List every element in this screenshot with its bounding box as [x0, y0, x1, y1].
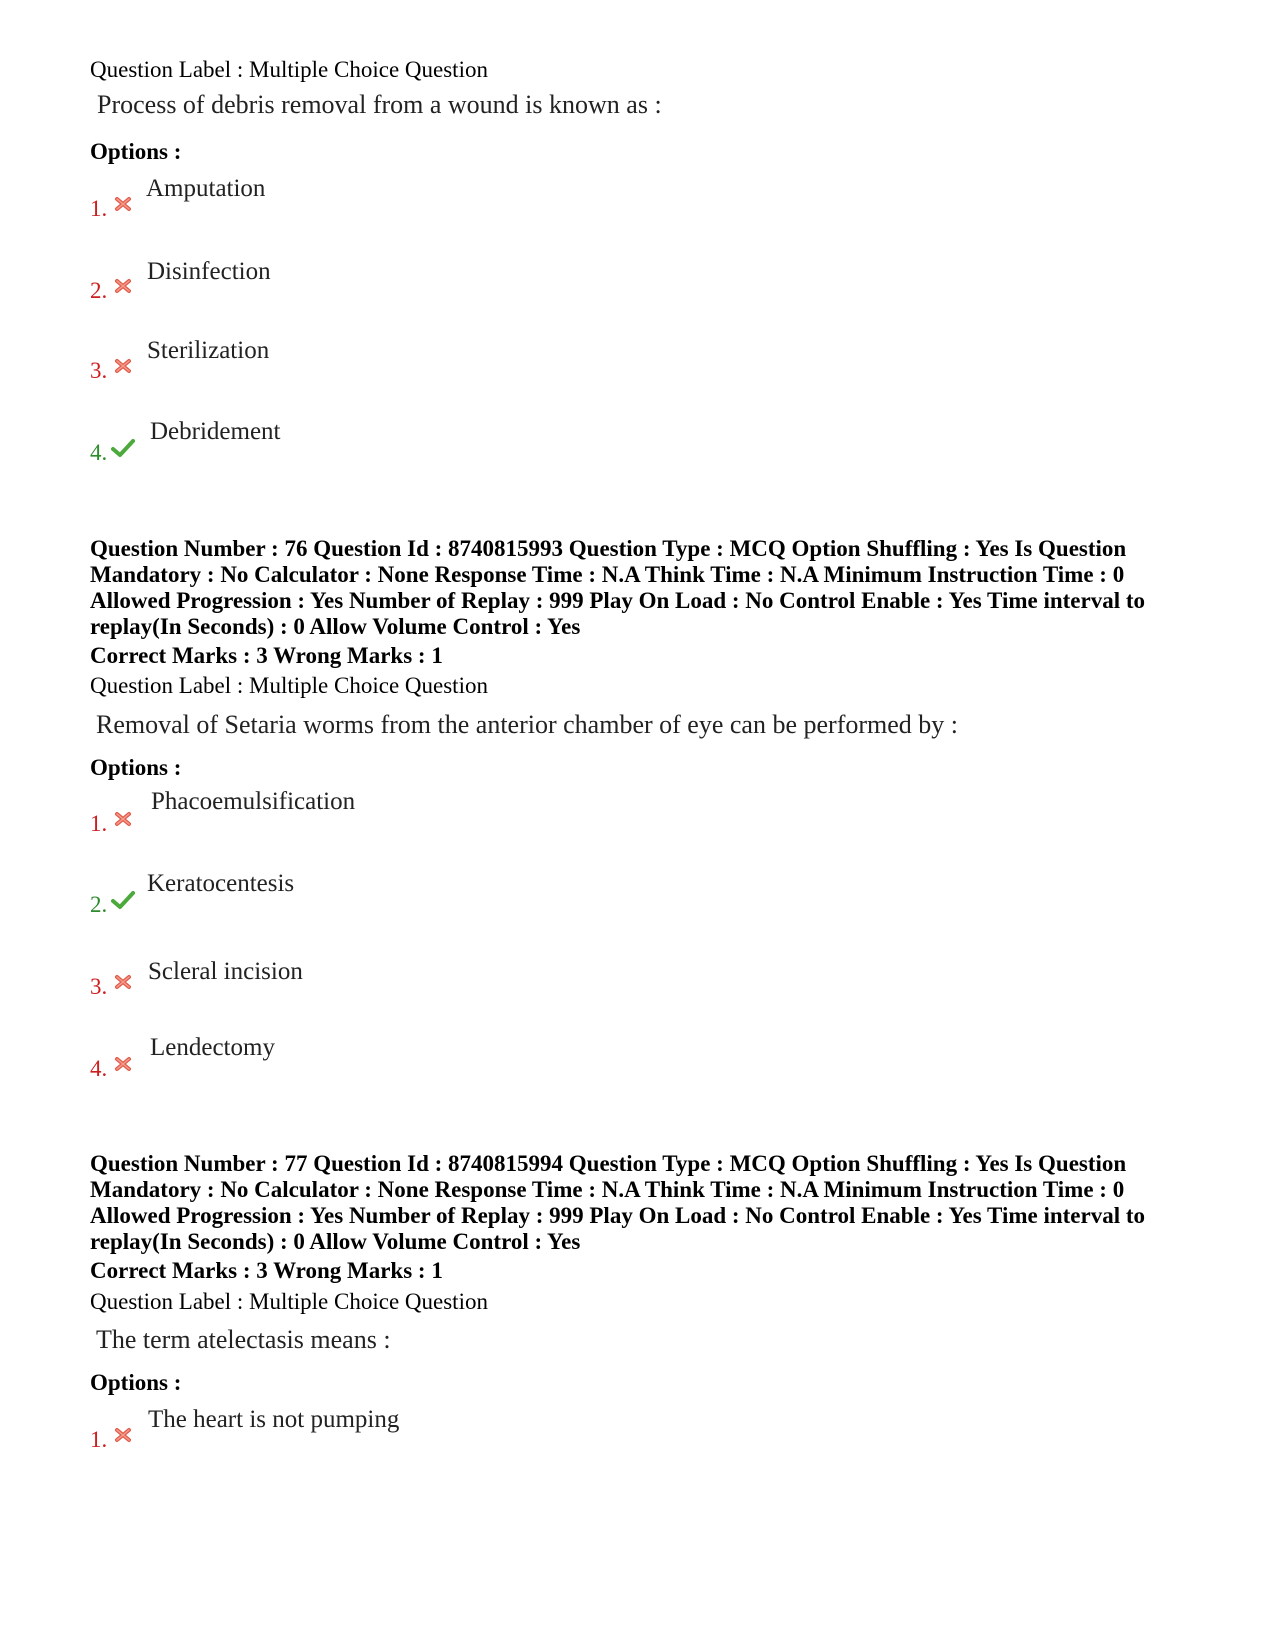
- option-text: Debridement: [150, 418, 281, 445]
- option-number: 1.: [90, 1427, 108, 1452]
- marks-info: Correct Marks : 3 Wrong Marks : 1: [90, 1258, 443, 1283]
- check-icon: [111, 890, 135, 910]
- option-number: 4.: [90, 1056, 108, 1081]
- option-text: Phacoemulsification: [151, 788, 356, 815]
- option-number: 3.: [90, 974, 108, 999]
- option-text: The heart is not pumping: [148, 1406, 400, 1433]
- cross-icon: [113, 1054, 133, 1074]
- cross-icon: [113, 194, 133, 214]
- option-number: 2.: [90, 892, 108, 917]
- question-metadata: Question Number : 76 Question Id : 8740815993 Question Type : MCQ Option Shuffling : Yes Is Question Mandatory : No Calculator : None Response Time : N.A Think Time : N.A Minimum Instruction Time : 0 Allowed Progression : Yes Number of Replay : 999 Play On Load : No Control Enable : Yes Time interval to replay(In Seconds) : 0 Allow Volume Control : Yes: [90, 536, 1146, 639]
- question-text: The term atelectasis means :: [96, 1325, 391, 1354]
- options-heading: Options :: [90, 139, 182, 164]
- options-heading: Options :: [90, 1370, 182, 1395]
- cross-icon: [113, 356, 133, 376]
- option-number: 1.: [90, 196, 108, 221]
- question-label: Question Label : Multiple Choice Question: [90, 57, 488, 82]
- option-text: Sterilization: [147, 337, 270, 364]
- marks-info: Correct Marks : 3 Wrong Marks : 1: [90, 643, 443, 668]
- option-text: Disinfection: [147, 258, 271, 285]
- option-number: 4.: [90, 440, 108, 465]
- question-text: Process of debris removal from a wound is known as :: [97, 90, 662, 119]
- options-heading: Options :: [90, 755, 182, 780]
- option-text: Amputation: [146, 175, 266, 202]
- check-icon: [111, 438, 135, 458]
- cross-icon: [113, 276, 133, 296]
- question-metadata: Question Number : 77 Question Id : 8740815994 Question Type : MCQ Option Shuffling : Yes Is Question Mandatory : No Calculator : None Response Time : N.A Think Time : N.A Minimum Instruction Time : 0 Allowed Progression : Yes Number of Replay : 999 Play On Load : No Control Enable : Yes Time interval to replay(In Seconds) : 0 Allow Volume Control : Yes: [90, 1151, 1146, 1254]
- option-text: Scleral incision: [148, 958, 303, 985]
- question-text: Removal of Setaria worms from the anterior chamber of eye can be performed by :: [96, 710, 958, 739]
- option-number: 1.: [90, 811, 108, 836]
- option-text: Lendectomy: [150, 1034, 275, 1061]
- cross-icon: [113, 972, 133, 992]
- cross-icon: [113, 809, 133, 829]
- option-number: 3.: [90, 358, 108, 383]
- option-text: Keratocentesis: [147, 870, 295, 897]
- cross-icon: [113, 1425, 133, 1445]
- option-number: 2.: [90, 278, 108, 303]
- question-label: Question Label : Multiple Choice Question: [90, 1289, 488, 1314]
- question-label: Question Label : Multiple Choice Question: [90, 673, 488, 698]
